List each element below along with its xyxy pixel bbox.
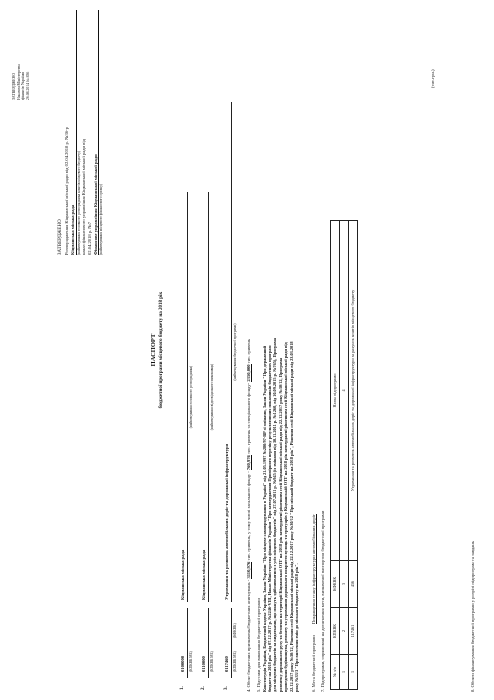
approval-org: Кіцманська міська рада xyxy=(70,10,77,255)
approval-org-caption: (найменування головного розпорядника коштів місцевого бюджету) xyxy=(76,150,81,255)
legal-basis-text: року №33/3 "Про внесення змін до міського бюджету на 2018 рік". xyxy=(293,563,299,692)
legal-basis-text: для місцевих бюджетів за видатками, що можуть здійснюватися з усіх місцевих бюджетів" від 27.07.2011 р. №945 (із змінами від 30.11.2011 р. №1260, від 10.09.2015 р. №765), Програма xyxy=(272,338,278,692)
funding-unit: (тис.грн.) xyxy=(430,69,435,88)
special-fund-value: 760,976 xyxy=(246,455,251,471)
legal-basis-text: розвитку дорожнього руху та безпеки на території Кіцманської ОТГ на 2018 рік затверджені рішенням сесії Кіцманської міської ради від 22.12.2017 року №30/12, Програма xyxy=(277,357,283,692)
approval-stamp: ЗАТВЕРДЖЕНО xyxy=(58,219,63,255)
divider xyxy=(208,608,209,678)
row-code-caption: (КПКВК МБ) xyxy=(189,651,193,672)
row-code: 0110000 xyxy=(201,656,206,672)
index-cell: 3 xyxy=(340,561,349,608)
table-row xyxy=(349,221,358,690)
divider xyxy=(187,608,188,678)
table-cell: Утримання та розвиток автомобільних доріг та дорожньої інфраструктури за рахунок коштів місцевого бюджету xyxy=(349,221,358,561)
row-number: 3. xyxy=(224,686,229,690)
row-name: Кіцманська міська рада xyxy=(180,549,185,600)
program-goal xyxy=(311,92,317,692)
finance-org: Фінансове управління Кіцманської міської ради xyxy=(93,10,100,255)
order-line: 26.08.2014 № 836 xyxy=(26,71,31,100)
table-cell: 117461 xyxy=(349,608,358,655)
total-value: 2350,000 xyxy=(246,364,251,382)
funding-label: 8. Обсяги фінансування бюджетної програми у розрізі підпрограм та завдань xyxy=(470,541,475,692)
row-number: 2. xyxy=(201,686,206,690)
row-name-caption: (найменування відповідального виконавця) xyxy=(210,363,214,431)
subprograms-table xyxy=(330,220,358,690)
order-header: ЗАТВЕРДЖЕНО xyxy=(12,72,16,100)
header-cell: КФКВК xyxy=(331,561,340,608)
row-name-caption: (найменування головного розпорядника) xyxy=(189,365,193,429)
legal-basis-text: проведення будівництва, ремонту та утримання дорожнього покриття вулиць та тротуарів у Кіцманській ОТГ на 2018 рік затверджені рішенням сесії Кіцманської міської ради від xyxy=(283,342,289,692)
approval-decree: Розпорядження Кіцманської міської ради від 02.04.2018 р. №36-р xyxy=(64,127,70,255)
table-cell: 456 xyxy=(349,561,358,608)
order-line: Наказом Міністерства xyxy=(16,64,21,100)
legal-basis-text: Конституція України, Бюджетний кодекс України, Закон України "Про місцеве самоврядування в Україні" від 21.05.1997 №280/97-ВР зі змінами, Закон України "Про державний xyxy=(261,345,267,692)
goal-label: 6. Мета бюджетної програми xyxy=(311,635,316,692)
divider xyxy=(231,608,232,678)
header-cell: № з/п xyxy=(331,655,340,690)
table-header-row xyxy=(331,221,340,690)
goal-value: Покращення стану інфраструктури автомобільних доріг xyxy=(311,514,316,625)
page-subtitle: бюджетної програми місцевого бюджету на 2018 рік xyxy=(159,291,164,409)
finance-caption: (найменування місцевого фінансового органу) xyxy=(99,183,104,255)
finance-order: наказ фінансового управління Кіцманської міської ради від xyxy=(81,139,87,255)
finance-order-2: 02.04.2018 р. №7 xyxy=(86,221,92,255)
table-index-row xyxy=(340,221,349,690)
budget-unit: тис. гривень xyxy=(246,339,251,364)
header-cell: Назва підпрограми xyxy=(331,221,340,561)
legal-basis-label: 5. Підстави для виконання бюджетної програми xyxy=(256,598,261,692)
page-title: ПАСПОРТ xyxy=(150,333,157,367)
row-number: 1. xyxy=(180,686,185,690)
index-cell: 1 xyxy=(340,655,349,690)
row-name-caption: (найменування бюджетної програми) xyxy=(233,323,237,381)
divider xyxy=(231,102,232,602)
header-cell: КПКВК xyxy=(331,608,340,655)
divider xyxy=(208,192,209,602)
legal-basis xyxy=(256,8,299,692)
subprograms-label: 7. Підпрограми, спрямовані на досягнення мети, визначеної паспортом бюджетної програми xyxy=(320,510,325,692)
row-kfkvk-caption: (КФКВК) xyxy=(233,623,237,638)
order-reference xyxy=(12,10,31,100)
budget-text: тис. гривень та спеціального фонду- xyxy=(246,382,251,454)
budget-label: 4. Обсяг бюджетних призначень/бюджетних асигнувань - xyxy=(246,579,251,692)
approval-block xyxy=(58,10,104,255)
legal-basis-text: бюджет на 2018 рік" від 07.12.2017 р. №2246-VIII, Наказ Міністерства фінансів України "Про затвердження Примірного переліку результативних показників бюджетних програм xyxy=(267,345,273,692)
order-line: фінансів України xyxy=(21,72,26,100)
legal-basis-text: 22.12.2017 року №30/12, Рішення сесії Кіцманської міської ради від 22.12.2017 року №30/12 "Про міський бюджет на 2018 рік", Рішення сесії Кіцманської міської ради від 23.03.2018 xyxy=(288,341,294,692)
row-code: 0100000 xyxy=(180,655,185,672)
divider xyxy=(187,192,188,602)
budget-volume xyxy=(246,12,252,692)
index-cell: 2 xyxy=(340,608,349,655)
row-code-caption: (КПКВК МБ) xyxy=(210,651,214,672)
budget-text: тис. гривень, у тому числі загального фонду - xyxy=(246,471,251,561)
row-name: Утримання та розвиток автомобільних доріг та дорожньої інфраструктури xyxy=(224,443,229,600)
row-name: Кіцманська міська рада xyxy=(201,549,206,600)
index-cell: 4 xyxy=(340,221,349,561)
row-code-caption: (КПКВК МБ) xyxy=(233,651,237,672)
row-code: 0117460 xyxy=(224,656,229,672)
table-cell: 1 xyxy=(349,655,358,690)
general-fund-value: 3110,976 xyxy=(246,561,251,579)
